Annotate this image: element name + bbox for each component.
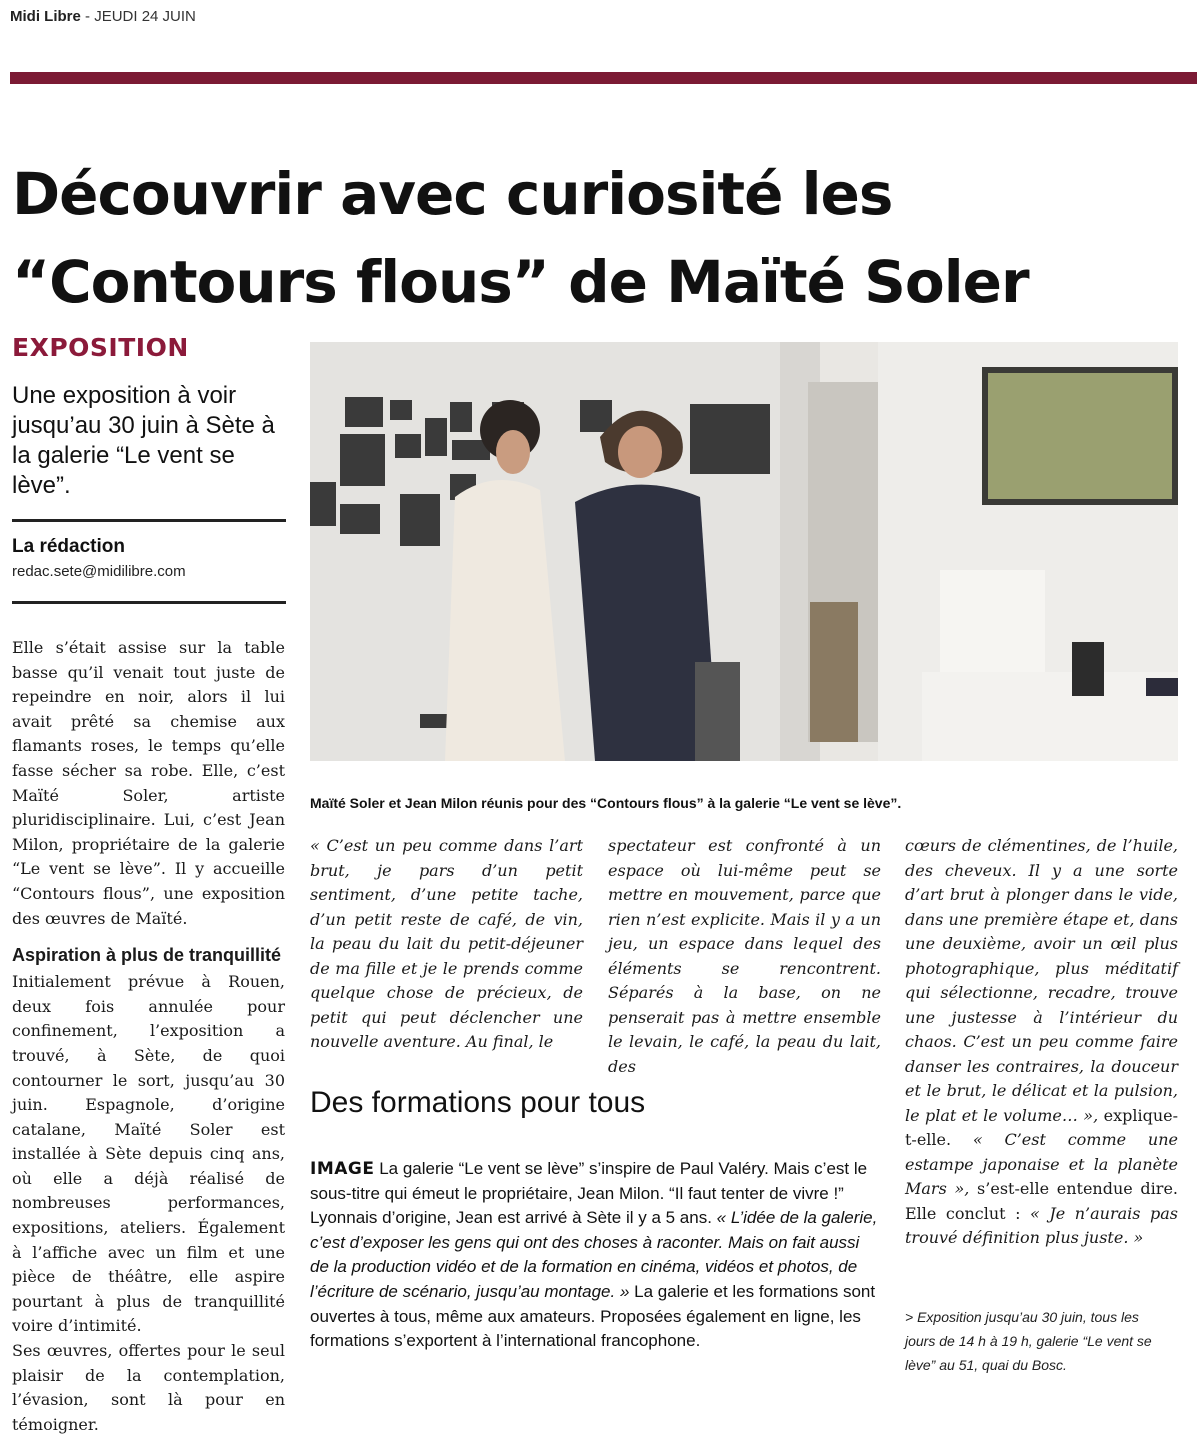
quote-text-1: « C’est un peu comme dans l’art brut, je pars d’un petit sentiment, d’une petite tache, d’un petit reste de café, de vin, la peau du lait du petit-déjeuner de ma fille et je le prends comme quelque chose de précieux, de petit qui peut déclencher une nouvelle aventure. Au final, le — [310, 836, 583, 1051]
quote-attribution-2: s’est-elle entendue dire. Elle conclut : — [905, 1179, 1178, 1223]
quote-text-3 — [905, 834, 1178, 1251]
formations-text-2: La galerie et les formations sont ouvertes à tous, même aux amateurs. Proposées également en ligne, les formations s’exportent à l’international francophone. — [310, 1281, 876, 1351]
page-header — [10, 8, 196, 25]
article-deck: Une exposition à voir jusqu’au 30 juin à Sète à la galerie “Le vent se lève”. — [12, 382, 275, 499]
section-subhead: Des formations pour tous — [310, 1086, 646, 1119]
header-separator: - — [80, 8, 95, 25]
body-subhead: Aspiration à plus de tranquillité — [12, 945, 282, 966]
body-column — [12, 636, 285, 1437]
quote-text-2: spectateur est confronté à un espace où lui-même peut se mettre en mouvement, parce que rien n’est explicite. Mais il y a un jeu, un espace dans lequel des éléments se rencontrent. Séparés à la base, on ne penserait pas à mettre ensemble le levain, le café, la peau du lait, des — [608, 836, 881, 1076]
byline-rule-bottom — [12, 601, 286, 604]
body-paragraph-3: Ses œuvres, offertes pour le seul plaisir de la contemplation, l’évasion, sont là pour en témoigner. — [12, 1341, 285, 1434]
byline-author: La rédaction — [12, 536, 125, 557]
headline-line-1: Découvrir avec curiosité les — [12, 160, 893, 228]
quote-text-3a: cœurs de clémentines, de l’huile, des cheveux. Il y a une sorte d’art brut à plonger dans le vide, dans une première étape et, dans une deuxième, avoir un œil plus photographique, plus méditatif qui sélectionne, recadre, trouve une justesse à l’intérieur du chaos. C’est un peu comme faire danser les contraires, la douceur et le brut, le délicat et la pulsion, le plat et le volume… », — [905, 836, 1178, 1125]
quote-conclusion: « Je n’aurais pas trouvé définition plus juste. » — [905, 1203, 1178, 1247]
formations-quote: « L’idée de la galerie, c’est d’exposer les gens qui ont des choses à raconter. Mais on fait aussi de la production vidéo et de la formation en cinéma, vidéos et photos, de l’écriture de scénario, jusqu’au montage. » — [310, 1208, 878, 1301]
issue-date: JEUDI 24 JUIN — [94, 8, 196, 25]
exhibition-info: > Exposition jusqu’au 30 juin, tous les jours de 14 h à 19 h, galerie “Le vent se lève” au 51, quai du Bosc. — [905, 1309, 1152, 1373]
body-intro: Elle s’était assise sur la table basse qu’il venait tout juste de repeindre en noir, alors il lui avait prêté sa chemise aux flamants roses, le temps qu’elle fasse sécher sa robe. Elle, c’est Maïté Soler, artiste pluridisciplinaire. Lui, c’est Jean Milon, propriétaire de la galerie “Le vent se lève”. Il y accueille “Contours flous”, une exposition des œuvres de Maïté. — [12, 638, 285, 928]
headline — [12, 150, 1192, 326]
quote-column-3 — [905, 834, 1178, 1251]
quote-attribution: explique-t-elle. — [905, 1105, 1178, 1149]
newspaper-name: Midi Libre — [10, 8, 81, 25]
header-rule — [10, 72, 1197, 84]
formations-paragraph — [310, 1157, 882, 1354]
gallery-photo — [310, 342, 1178, 761]
formations-text-1: La galerie “Le vent se lève” s’inspire de Paul Valéry. Mais c’est le sous-titre qui émeut le propriétaire, Jean Milon. “Il faut tenter de vivre !” Lyonnais d’origine, Jean est arrivé à Sète il y a 5 ans. — [310, 1159, 868, 1228]
quote-column-2 — [608, 834, 881, 1079]
section-kicker: EXPOSITION — [12, 333, 189, 362]
byline-email: redac.sete@midilibre.com — [12, 563, 186, 580]
quote-text-3c: « C’est comme une estampe japonaise et la planète Mars », — [905, 1130, 1178, 1198]
body-paragraph-2: Initialement prévue à Rouen, deux fois annulée pour confinement, l’exposition a trouvé, à Sète, de quoi contourner le sort, jusqu’au 30 juin. Espagnole, d’origine catalane, Maïté Soler est installée à Sète depuis cinq ans, où elle a déjà réalisé de nombreuses performances, expositions, ateliers. Également à l’affiche avec un film et une pièce de théâtre, elle aspire pourtant à plus de tranquillité voire d’intimité. — [12, 972, 285, 1336]
headline-line-2: “Contours flous” de Maïté Soler — [12, 248, 1029, 316]
quote-column-1 — [310, 834, 583, 1055]
photo-caption: Maïté Soler et Jean Milon réunis pour des “Contours flous” à la galerie “Le vent se lève”. — [310, 795, 902, 811]
formations-lead: IMAGE — [310, 1159, 375, 1179]
byline-rule-top — [12, 519, 286, 522]
